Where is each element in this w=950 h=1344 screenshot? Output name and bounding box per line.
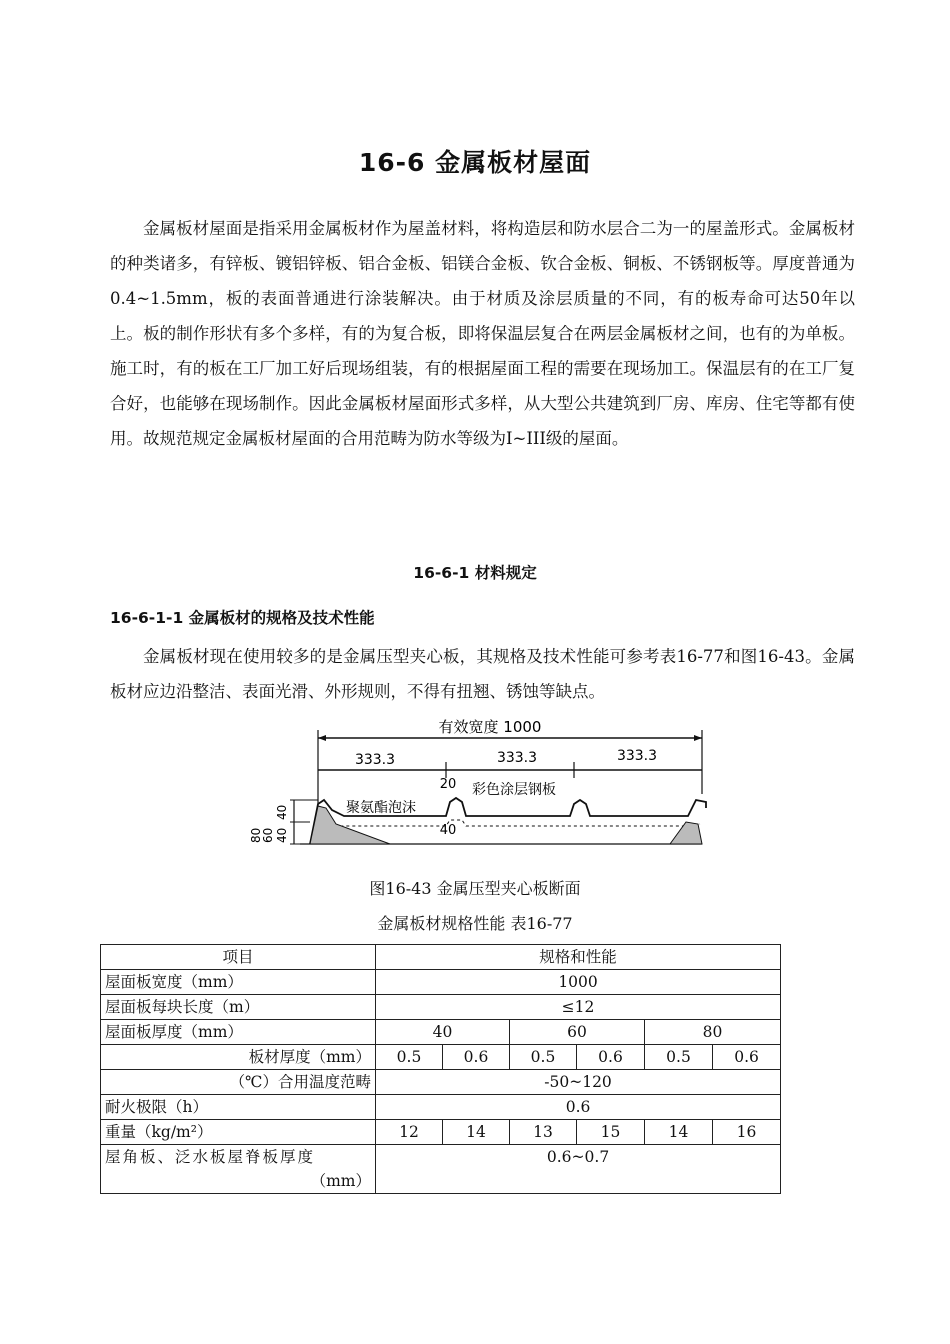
row-value: 0.6 xyxy=(443,1045,510,1070)
row-label: 屋面板厚度（mm） xyxy=(101,1020,376,1045)
row-label: 重量（kg/m²） xyxy=(101,1120,376,1145)
height-label-80: 80 xyxy=(249,827,263,843)
intro-paragraph: 金属板材屋面是指采用金属板材作为屋盖材料，将构造层和防水层合二为一的屋盖形式。金属板材的种类诸多，有锌板、镀铝锌板、铝合金板、铝镁合金板、钦合金板、铜板、不锈钢板等。厚度普通为0.4~1.5mm，板的表面普通进行涂装解决。由于材质及涂层质量的不同，有的板寿命可达50年以上。板的制作形状有多个多样，有的为复合板，即将保温层复合在两层金属板材之间，也有的为单板。施工时，有的板在工厂加工好后现场组装，有的根据屋面工程的需要在现场加工。保温层有的在工厂复合好，也能够在现场制作。因此金属板材屋面形式多样，从大型公共建筑到厂房、库房、住宅等都有使用。故规范规定金属板材屋面的合用范畴为防水等级为I~III级的屋面。 xyxy=(110,219,856,448)
height-label-40b: 40 xyxy=(275,804,289,820)
header-spec: 规格和性能 xyxy=(376,945,781,970)
row-value: 15 xyxy=(577,1120,645,1145)
table-row xyxy=(101,1120,781,1145)
rib-bottom-label: 40 xyxy=(439,823,457,838)
row-label: 屋面板宽度（mm） xyxy=(101,970,376,995)
row-value: 0.6 xyxy=(376,1095,781,1120)
row-label xyxy=(101,1145,376,1194)
table-row xyxy=(101,995,781,1020)
row-label: （℃）合用温度范畴 xyxy=(101,1070,376,1095)
figure-caption: 图16-43 金属压型夹心板断面 xyxy=(369,879,581,898)
row-label: 屋面板每块长度（m） xyxy=(101,995,376,1020)
spec-paragraph: 金属板材现在使用较多的是金属压型夹心板，其规格及技术性能可参考表16-77和图16-43。金属板材应边沿整洁、表面光滑、外形规则，不得有扭翘、锈蚀等缺点。 xyxy=(110,647,855,701)
row-value: 14 xyxy=(443,1120,510,1145)
table-row xyxy=(101,1045,781,1070)
segment-label-2: 333.3 xyxy=(496,750,538,766)
row-value: 80 xyxy=(645,1020,781,1045)
height-label-40a: 40 xyxy=(275,827,289,843)
table-row xyxy=(101,1145,781,1194)
table-caption: 金属板材规格性能 表16-77 xyxy=(377,914,573,933)
spec-table xyxy=(100,944,781,1194)
row-value: 0.6 xyxy=(577,1045,645,1070)
table-row xyxy=(101,1095,781,1120)
subsection-heading: 16-6-1-1 金属板材的规格及技术性能 xyxy=(110,609,375,627)
row-value: 0.5 xyxy=(376,1045,443,1070)
segment-label-1: 333.3 xyxy=(354,752,396,768)
row-value: 14 xyxy=(645,1120,713,1145)
row-value: 40 xyxy=(376,1020,510,1045)
ridge-label-line2: （mm） xyxy=(310,1172,371,1190)
row-value: 0.6~0.7 xyxy=(376,1145,781,1194)
row-value: 0.5 xyxy=(645,1045,713,1070)
row-value: ≤12 xyxy=(376,995,781,1020)
row-label: 板材厚度（mm） xyxy=(101,1045,376,1070)
table-header-row xyxy=(101,945,781,970)
row-value: 60 xyxy=(510,1020,645,1045)
page-title: 16-6 金属板材屋面 xyxy=(358,148,592,177)
table-row xyxy=(101,1070,781,1095)
height-label-60: 60 xyxy=(261,827,275,843)
section-heading: 16-6-1 材料规定 xyxy=(413,564,537,582)
steel-label: 彩色涂层钢板 xyxy=(472,782,556,798)
foam-label: 聚氨酯泡沫 xyxy=(346,800,416,816)
row-label: 耐火极限（h） xyxy=(101,1095,376,1120)
row-value: 16 xyxy=(713,1120,781,1145)
row-value: 13 xyxy=(510,1120,577,1145)
header-item: 项目 xyxy=(101,945,376,970)
rib-top-label: 20 xyxy=(439,777,457,792)
ridge-label-line1: 屋角板、泛水板屋脊板厚度 xyxy=(105,1148,316,1166)
table-row xyxy=(101,1020,781,1045)
table-row xyxy=(101,970,781,995)
segment-label-3: 333.3 xyxy=(616,748,658,764)
effective-width-label: 有效宽度 1000 xyxy=(438,718,542,736)
row-value: -50~120 xyxy=(376,1070,781,1095)
panel-section-figure xyxy=(240,712,720,852)
row-value: 1000 xyxy=(376,970,781,995)
row-value: 12 xyxy=(376,1120,443,1145)
row-value: 0.5 xyxy=(510,1045,577,1070)
row-value: 0.6 xyxy=(713,1045,781,1070)
